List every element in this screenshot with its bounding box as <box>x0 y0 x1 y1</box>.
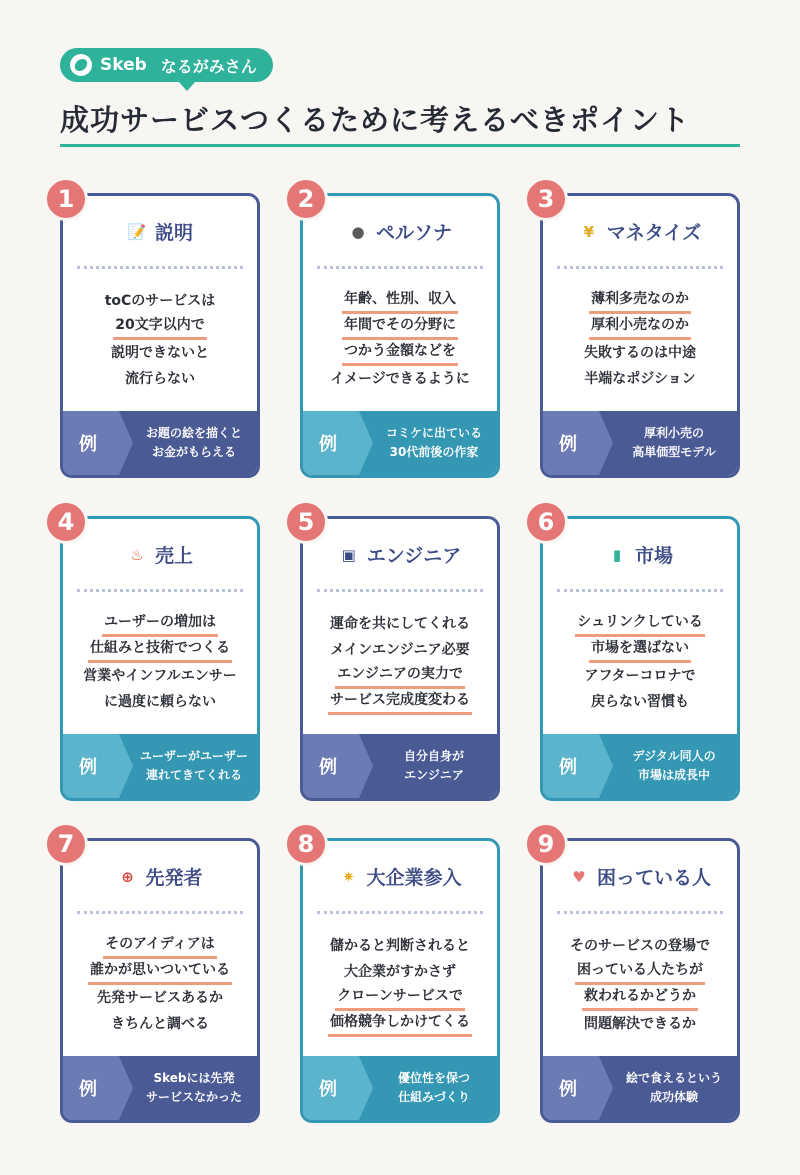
body-line: に過度に頼らない <box>104 694 216 710</box>
card-heading <box>303 863 497 890</box>
card-body <box>63 288 257 392</box>
body-line: toCのサービスは <box>104 293 216 309</box>
body-line: そのサービスの登場で <box>570 938 710 954</box>
card-number-badge: 8 <box>284 822 328 866</box>
example-line: Skebには先発 <box>153 1071 235 1085</box>
card-body <box>543 611 737 715</box>
card-body <box>303 933 497 1037</box>
body-line: アフターコロナで <box>584 668 696 684</box>
dotted-divider <box>557 911 723 914</box>
card-title: エンジニア <box>366 545 462 567</box>
example-footer <box>543 411 737 475</box>
body-line: きちんと調べる <box>111 1016 209 1032</box>
card-number-badge: 4 <box>44 500 88 544</box>
card-body <box>543 288 737 392</box>
card-title: マネタイズ <box>606 222 702 244</box>
highlighted-line: 仕組みと技術でつくる <box>88 637 232 663</box>
highlighted-line: 困っている人たちが <box>575 959 705 985</box>
vs-icon: ✷ <box>342 867 355 886</box>
body-line: 戻らない習慣も <box>591 694 689 710</box>
target-crosshair-icon: ⊕ <box>121 867 134 886</box>
example-footer <box>63 734 257 798</box>
example-label: 例 <box>63 734 119 798</box>
skeb-logo-icon <box>70 54 92 76</box>
card-number-badge: 1 <box>44 177 88 221</box>
highlighted-line: エンジニアの実力で <box>335 663 465 689</box>
point-card-6 <box>540 516 740 801</box>
author-badge <box>60 48 273 82</box>
highlighted-line: 市場を選ばない <box>589 637 691 663</box>
highlighted-line: 厚利小売なのか <box>589 314 691 340</box>
body-line: 運命を共にしてくれる <box>330 616 470 632</box>
highlighted-line: 年齢、性別、収入 <box>342 288 458 314</box>
example-label: 例 <box>63 411 119 475</box>
example-label: 例 <box>543 411 599 475</box>
card-body <box>303 611 497 715</box>
body-line: 先発サービスあるか <box>97 990 223 1006</box>
body-line: メインエンジニア必要 <box>330 642 470 658</box>
example-line: 連れてきてくれる <box>145 768 242 782</box>
card-title: 説明 <box>154 222 193 244</box>
card-heading <box>303 218 497 245</box>
body-line: 儲かると判断されると <box>330 938 470 954</box>
example-line: 自分自身が <box>403 749 464 763</box>
card-title: 大企業参入 <box>366 867 462 889</box>
example-footer <box>303 411 497 475</box>
highlighted-line: 20文字以内で <box>113 314 206 340</box>
example-footer <box>543 1056 737 1120</box>
highlighted-line: 価格競争しかけてくる <box>328 1011 472 1037</box>
example-line: 厚利小売の <box>643 426 704 440</box>
card-number-badge: 9 <box>524 822 568 866</box>
example-footer <box>543 734 737 798</box>
example-line: ユーザーがユーザー <box>139 749 248 763</box>
example-text <box>119 1069 257 1107</box>
card-body <box>63 611 257 715</box>
memo-pencil-icon: 📝 <box>127 222 147 241</box>
card-number-badge: 7 <box>44 822 88 866</box>
body-line: 説明できないと <box>111 345 209 361</box>
point-card-8 <box>300 838 500 1123</box>
card-heading <box>63 863 257 890</box>
example-text <box>359 424 497 462</box>
highlighted-line: 誰かが思いついている <box>88 959 232 985</box>
body-line: 大企業がすかさず <box>344 964 456 980</box>
card-heading <box>63 541 257 568</box>
example-label: 例 <box>303 734 359 798</box>
card-title: 困っている人 <box>596 867 711 889</box>
example-line: デジタル同人の <box>632 749 716 763</box>
person-silhouette-icon: ● <box>351 222 365 241</box>
bar-chart-icon: ▮ <box>612 545 622 564</box>
example-text <box>359 747 497 785</box>
dotted-divider <box>557 266 723 269</box>
highlighted-line: シュリンクしている <box>575 611 704 637</box>
highlighted-line: サービス完成度変わる <box>328 689 472 715</box>
body-line: 問題解決できるか <box>584 1016 696 1032</box>
example-line: 30代前後の作家 <box>389 445 479 459</box>
card-heading <box>543 541 737 568</box>
card-heading <box>543 218 737 245</box>
body-line: 営業やインフルエンサー <box>83 668 237 684</box>
highlighted-line: 薄利多売なのか <box>589 288 691 314</box>
computer-icon: ▣ <box>341 545 356 564</box>
body-line: イメージできるように <box>330 371 470 387</box>
card-body <box>543 933 737 1037</box>
example-text <box>599 1069 737 1107</box>
dotted-divider <box>317 911 483 914</box>
example-text <box>119 424 257 462</box>
heart-hands-icon: ♥ <box>572 867 586 886</box>
example-line: 市場は成長中 <box>637 768 710 782</box>
dotted-divider <box>317 266 483 269</box>
example-footer <box>63 411 257 475</box>
example-footer <box>303 1056 497 1120</box>
author-name: なるがみさん <box>160 56 257 76</box>
yen-coin-icon: ¥ <box>583 222 594 241</box>
example-label: 例 <box>63 1056 119 1120</box>
highlighted-line: クローンサービスで <box>335 985 465 1011</box>
example-line: お金がもらえる <box>151 445 236 459</box>
highlighted-line: そのアイディアは <box>103 933 217 959</box>
card-body <box>63 933 257 1037</box>
brand-name: Skeb <box>100 55 147 75</box>
example-line: エンジニア <box>404 768 464 782</box>
example-footer <box>63 1056 257 1120</box>
highlighted-line: 救われるかどうか <box>582 985 698 1011</box>
example-line: 仕組みづくり <box>398 1090 470 1104</box>
example-line: お題の絵を描くと <box>145 426 242 440</box>
body-line: 失敗するのは中途 <box>584 345 696 361</box>
dotted-divider <box>77 266 243 269</box>
card-number-badge: 3 <box>524 177 568 221</box>
card-number-badge: 6 <box>524 500 568 544</box>
example-label: 例 <box>543 1056 599 1120</box>
highlighted-line: 年間でその分野に <box>342 314 458 340</box>
example-line: 絵で食えるという <box>625 1071 722 1085</box>
highlighted-line: ユーザーの増加は <box>102 611 218 637</box>
example-line: 高単価型モデル <box>632 445 716 459</box>
body-line: 半端なポジション <box>584 371 696 387</box>
point-card-2 <box>300 193 500 478</box>
card-number-badge: 2 <box>284 177 328 221</box>
example-line: サービスなかった <box>145 1090 242 1104</box>
dotted-divider <box>77 911 243 914</box>
highlighted-line: つかう金額などを <box>342 340 458 366</box>
example-label: 例 <box>303 411 359 475</box>
point-card-9 <box>540 838 740 1123</box>
example-footer <box>303 734 497 798</box>
title-underline <box>60 144 740 147</box>
card-title: 市場 <box>634 545 673 567</box>
dotted-divider <box>557 589 723 592</box>
card-heading <box>303 541 497 568</box>
example-line: 優位性を保つ <box>397 1071 470 1085</box>
dotted-divider <box>317 589 483 592</box>
example-line: コミケに出ている <box>385 426 482 440</box>
card-title: 売上 <box>154 545 193 567</box>
card-title: 先発者 <box>145 867 203 889</box>
example-label: 例 <box>543 734 599 798</box>
example-label: 例 <box>303 1056 359 1120</box>
example-text <box>599 747 737 785</box>
example-text <box>599 424 737 462</box>
card-heading <box>543 863 737 890</box>
example-text <box>119 747 257 785</box>
fire-icon: ♨ <box>130 545 144 564</box>
card-body <box>303 288 497 392</box>
point-card-3 <box>540 193 740 478</box>
page-title: 成功サービスつくるために考えるべきポイント <box>60 103 691 137</box>
point-card-7 <box>60 838 260 1123</box>
card-heading <box>63 218 257 245</box>
body-line: 流行らない <box>125 371 195 387</box>
card-number-badge: 5 <box>284 500 328 544</box>
point-card-4 <box>60 516 260 801</box>
example-line: 成功体験 <box>649 1090 698 1104</box>
card-title: ペルソナ <box>375 222 452 244</box>
example-text <box>359 1069 497 1107</box>
point-card-5 <box>300 516 500 801</box>
dotted-divider <box>77 589 243 592</box>
point-card-1 <box>60 193 260 478</box>
